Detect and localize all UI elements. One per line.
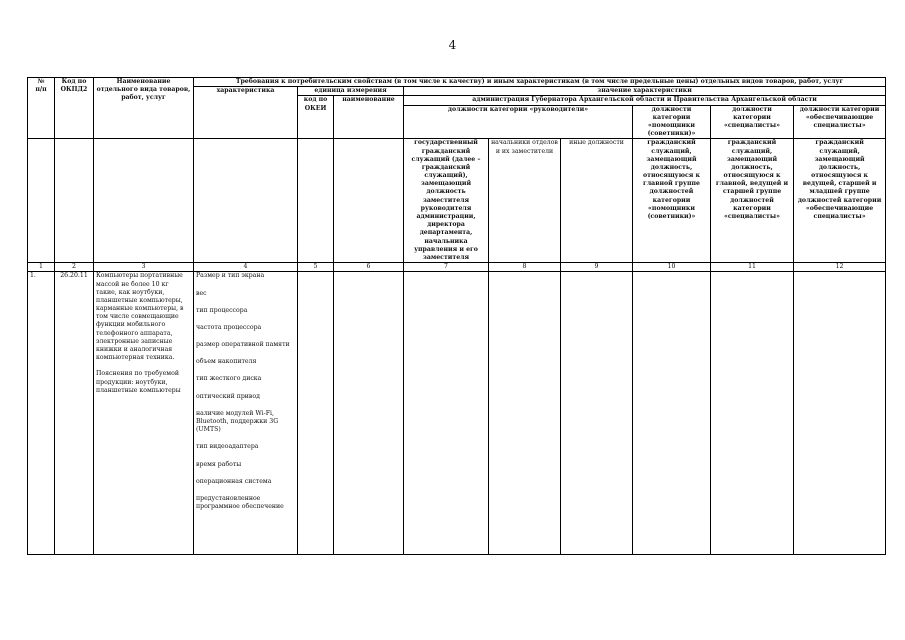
row-number: 1. xyxy=(28,272,55,555)
column-number: 8 xyxy=(489,263,561,272)
header-value: значение характеристики xyxy=(404,87,886,96)
empty-cell xyxy=(794,272,886,555)
characteristic-item: время работы xyxy=(196,460,242,468)
characteristic-item: операционная система xyxy=(196,477,272,485)
empty-cell xyxy=(561,272,633,555)
header-sub-assistants: гражданский служащий, замещающий должность, относящуюся к главной группе должностей категории «помощники (советники)» xyxy=(633,139,711,263)
characteristics-cell xyxy=(194,272,298,555)
characteristic-item: тип процессора xyxy=(196,306,248,314)
header-product-name: Наименование отдельного вида товаров, работ, услуг xyxy=(94,78,194,139)
product-name: Компьютеры портативные массой не более 10 кг такие, как ноутбуки, планшетные компьютеры, карманные компьютеры, в том числе совмещающие функции мобильного телефонного аппарата, электронные записные книжки и аналогичная компьютерная техника. xyxy=(96,272,184,362)
characteristic-item: размер оперативной памяти xyxy=(196,341,290,349)
table-row xyxy=(28,272,886,555)
header-sub-specialists: гражданский служащий, замещающий должность, относящуюся к главной, ведущей и старшей группе должностей категории «специалисты» xyxy=(711,139,794,263)
empty-cell xyxy=(489,272,561,555)
product-description xyxy=(94,272,194,555)
header-sub-deputy-heads: государственный гражданский служащий (далее – гражданский служащий), замещающий должность заместителя руководителя администрации, директора департамента, начальника управления и его заместителя xyxy=(404,139,489,263)
header-administration: администрация Губернатора Архангельской области и Правительства Архангельской области xyxy=(404,96,886,105)
empty-cell xyxy=(334,272,404,555)
header-managers-category: должности категории «руководители» xyxy=(404,105,633,139)
header-specialists-category: должности категории «специалисты» xyxy=(711,105,794,139)
header-requirements: Требования к потребительским свойствам (в том числе к качеству) и иным характеристикам (в том числе предельные цены) отдельных видов товаров, работ, услуг xyxy=(194,78,886,87)
characteristic-item: объем накопителя xyxy=(196,358,257,366)
empty-cell xyxy=(633,272,711,555)
header-characteristic: характеристика xyxy=(194,87,298,139)
column-number: 9 xyxy=(561,263,633,272)
characteristic-item: вес xyxy=(196,289,207,297)
empty-cell xyxy=(298,272,334,555)
empty-cell xyxy=(404,272,489,555)
header-sub-department-heads: начальники отделов и их заместители xyxy=(489,139,561,263)
column-number: 7 xyxy=(404,263,489,272)
column-number: 12 xyxy=(794,263,886,272)
characteristic-item: предустановленное программное обеспечение xyxy=(196,494,284,511)
requirements-table xyxy=(27,77,886,555)
column-number: 10 xyxy=(633,263,711,272)
characteristic-item: наличие модулей Wi-Fi, Bluetooth, поддержки 3G (UMTS) xyxy=(196,409,279,434)
header-unit-name: наименование xyxy=(334,96,404,139)
column-number: 5 xyxy=(298,263,334,272)
characteristic-item: частота процессора xyxy=(196,323,262,331)
okpd-code: 26.20.11 xyxy=(55,272,94,555)
characteristic-item: оптический привод xyxy=(196,392,260,400)
column-number: 6 xyxy=(334,263,404,272)
column-number: 2 xyxy=(55,263,94,272)
header-okpd-code: Код по ОКПД2 xyxy=(55,78,94,139)
header-sub-support: гражданский служащий, замещающий должность, относящуюся к ведущей, старшей и младшей группе должностей категории «обеспечивающие специалисты» xyxy=(794,139,886,263)
column-number: 3 xyxy=(94,263,194,272)
characteristic-item: Размер и тип экрана xyxy=(196,272,265,280)
characteristic-item: тип видеоадаптера xyxy=(196,443,259,451)
header-sub-other-positions: иные должности xyxy=(561,139,633,263)
page-number: 4 xyxy=(448,38,457,52)
empty-cell xyxy=(711,272,794,555)
product-note: Пояснения по требуемой продукции: ноутбуки, планшетные компьютеры xyxy=(96,370,181,394)
header-support-category: должности категории «обеспечивающие специалисты» xyxy=(794,105,886,139)
header-row-number: № п/п xyxy=(28,78,55,139)
column-number: 1 xyxy=(28,263,55,272)
column-number: 4 xyxy=(194,263,298,272)
header-assistants-category: должности категории «помощники (советники)» xyxy=(633,105,711,139)
characteristic-item: тип жесткого диска xyxy=(196,375,262,383)
header-okei-code: код по ОКЕИ xyxy=(298,96,334,139)
header-unit: единица измерения xyxy=(298,87,404,96)
column-number: 11 xyxy=(711,263,794,272)
